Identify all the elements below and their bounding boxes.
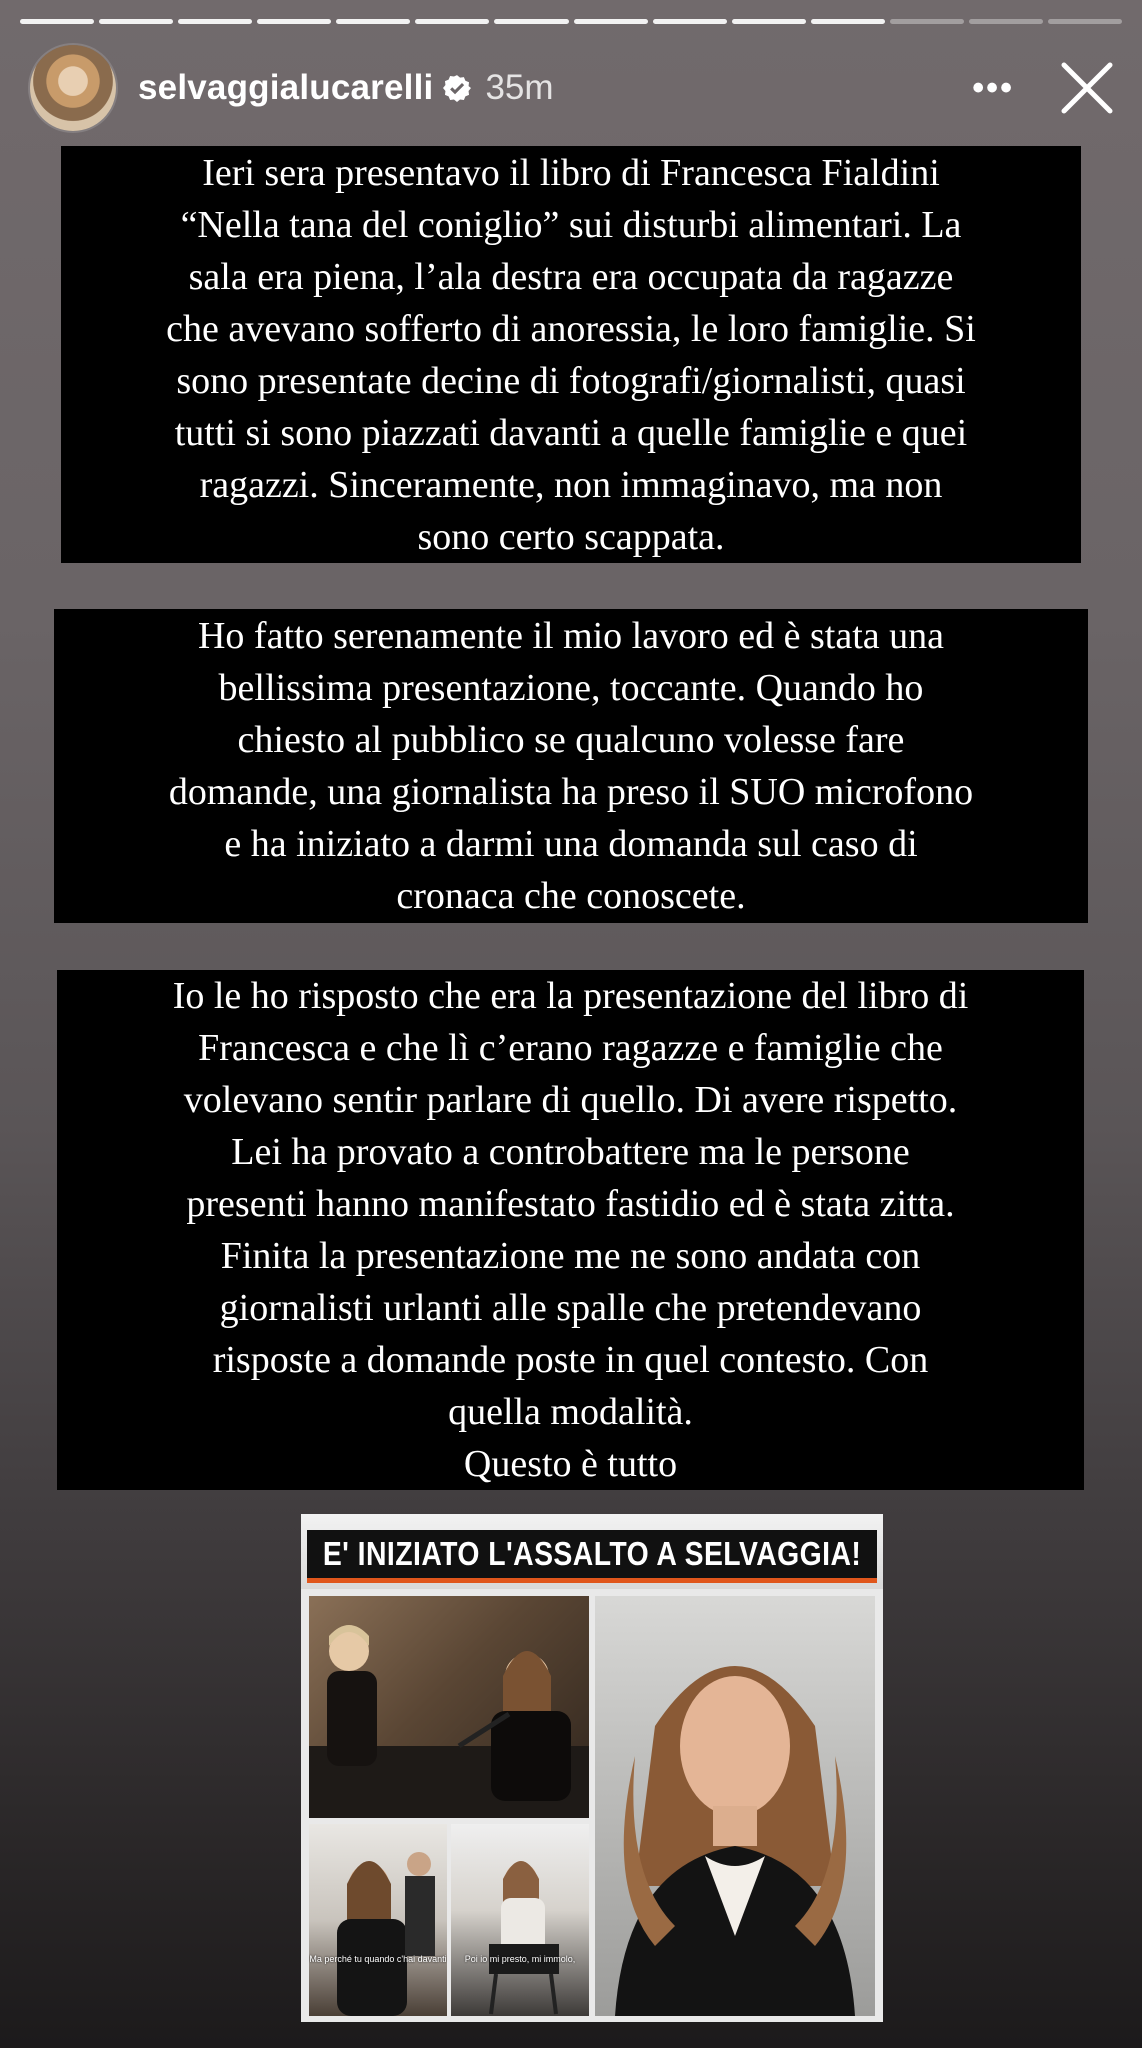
progress-segment [969,19,1043,24]
progress-segment [890,19,964,24]
progress-segment [336,19,410,24]
story-progress-bar [20,19,1122,24]
story-header [30,40,1122,136]
post-time: 35m [485,68,554,107]
verified-badge-icon [443,74,471,102]
collage-headline-banner [301,1514,883,1589]
event-photo-2 [309,1824,447,2016]
portrait-photo [595,1596,875,2016]
progress-segment [257,19,331,24]
photo-caption-2: Poi io mi presto, mi immolo, [464,1954,576,1964]
progress-segment [732,19,806,24]
progress-segment [20,19,94,24]
progress-segment [99,19,173,24]
progress-segment [1048,19,1122,24]
close-icon[interactable] [1058,59,1116,117]
progress-segment [494,19,568,24]
text-block-1-text: Ieri sera presentavo il libro di Francesca Fialdini “Nella tana del coniglio” sui disturbi alimentari. La sala era piena, l’ala destra era occupata da ragazze che avevano sofferto di anoressia, le loro famiglie. Si sono presentate decine di fotografi/giornalisti, quasi tutti si sono piazzati davanti a quelle famiglie e quei ragazzi. Sinceramente, non immaginavo, ma non sono certo scappata. [166,151,976,558]
progress-segment [811,19,885,24]
text-block-3-text: Io le ho risposto che era la presentazione del libro di Francesca e che lì c’erano ragazze e famiglie che volevano sentir parlare di quello. Di avere rispetto. Lei ha provato a controbattere ma le persone presenti hanno manifestato fastidio ed è stata zitta. Finita la presentazione me ne sono andata con giornalisti urlanti alle spalle che pretendevano risposte a domande poste in quel contesto. Con quella modalità. Questo è tutto [172,975,969,1485]
username[interactable]: selvaggialucarelli [138,68,434,107]
progress-segment [653,19,727,24]
text-block-2 [54,609,1088,923]
text-block-2-text: Ho fatto serenamente il mio lavoro ed è stata una bellissima presentazione, toccante. Quando ho chiesto al pubblico se qualcuno volesse fare domande, una giornalista ha preso il SUO microfono e ha iniziato a darmi una domanda sul caso di cronaca che conoscete. [168,615,974,917]
news-collage-image [301,1514,883,2022]
photo-caption-1: Ma perché tu quando c'hai davanti [309,1954,447,1964]
event-photo-3 [451,1824,589,2016]
text-block-1 [61,146,1081,563]
progress-segment [415,19,489,24]
text-block-3 [57,970,1084,1490]
collage-headline: E' INIZIATO L'ASSALTO A SELVAGGIA! [322,1535,862,1572]
progress-segment [574,19,648,24]
more-horizontal-icon[interactable]: ••• [972,68,1014,107]
event-photo-1 [309,1596,589,1818]
avatar[interactable] [30,45,116,131]
progress-segment [178,19,252,24]
